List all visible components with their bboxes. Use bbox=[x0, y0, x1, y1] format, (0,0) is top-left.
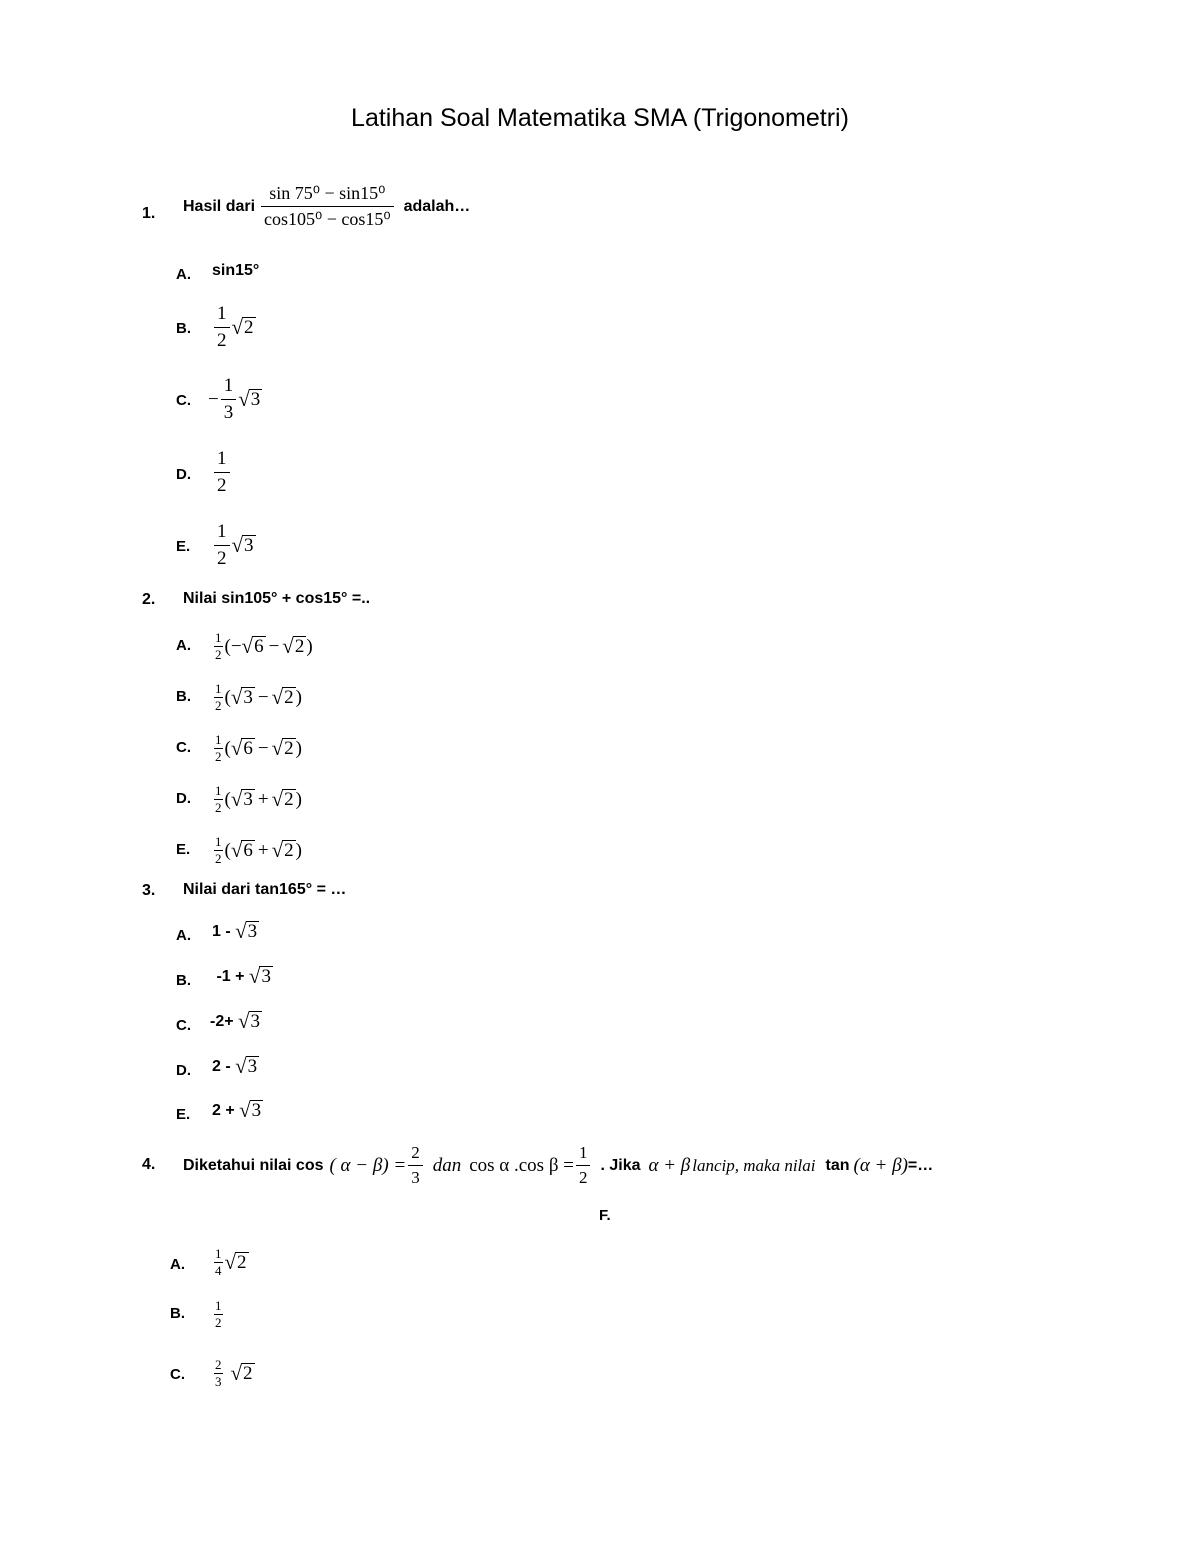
q2-option-d-label: D. bbox=[176, 790, 191, 807]
q1-option-b bbox=[212, 303, 256, 352]
q1-e-sqrt: √ 3 bbox=[231, 533, 254, 557]
q2-text: Nilai sin105° + cos15° =.. bbox=[183, 590, 371, 607]
q4-b-fraction bbox=[214, 1298, 223, 1331]
q3-option-b-label: B. bbox=[176, 972, 191, 989]
q2-option-b-label: B. bbox=[176, 688, 191, 705]
q2-b-r1: 3 bbox=[243, 687, 253, 708]
q2-d-op: + bbox=[257, 788, 269, 810]
q2-option-d bbox=[212, 783, 302, 816]
q2-a-r1: 6 bbox=[254, 636, 264, 657]
q3-c-root: 3 bbox=[250, 1011, 261, 1032]
q2-e-r1: 6 bbox=[243, 840, 253, 861]
q4-c-root: 2 bbox=[243, 1363, 253, 1384]
question-1-text bbox=[183, 183, 470, 230]
q4-b-den: 2 bbox=[215, 1315, 222, 1330]
q3-a-sqrt: √ 3 bbox=[235, 919, 258, 943]
q1-b-root: 2 bbox=[244, 317, 254, 338]
q1-e-root: 3 bbox=[244, 535, 254, 556]
q1-option-e-label: E. bbox=[176, 538, 191, 555]
q3-text: Nilai dari tan165° = … bbox=[183, 881, 347, 898]
q1-c-den: 3 bbox=[221, 399, 237, 424]
q1-denominator: cos105⁰ − cos15⁰ bbox=[261, 206, 394, 230]
q2-c-open: ( bbox=[224, 737, 231, 759]
q2-b-open: ( bbox=[224, 686, 231, 708]
q2-d-r1: 3 bbox=[243, 789, 253, 810]
q3-e-pre: 2 + bbox=[212, 1101, 240, 1119]
q2-e-sqrt1: √ 6 bbox=[230, 838, 253, 862]
q3-c-pre: -2+ bbox=[210, 1012, 239, 1030]
q1-b-fraction bbox=[214, 303, 230, 352]
q3-b-pre: -1 + bbox=[212, 967, 249, 985]
q4-option-c bbox=[212, 1357, 255, 1390]
q1-d-num: 1 bbox=[217, 448, 227, 469]
page-title: Latihan Soal Matematika SMA (Trigonometri) bbox=[351, 104, 849, 132]
q1-b-sqrt: √ 2 bbox=[231, 315, 254, 339]
q3-option-d bbox=[212, 1056, 259, 1077]
q1-e-num: 1 bbox=[217, 521, 227, 542]
q3-option-b bbox=[212, 966, 273, 987]
q1-suffix: adalah… bbox=[403, 197, 471, 215]
q2-d-sqrt1: √ 3 bbox=[230, 787, 253, 811]
question-3-text bbox=[183, 881, 346, 899]
q3-b-root: 3 bbox=[261, 966, 271, 987]
q2-d-half-num: 1 bbox=[215, 783, 222, 798]
q4-a-den: 4 bbox=[215, 1263, 222, 1278]
question-2-text bbox=[183, 590, 370, 608]
q2-a-close: ) bbox=[306, 635, 313, 657]
q2-c-sqrt1: √ 6 bbox=[230, 736, 253, 760]
q2-b-sqrt1: √ 3 bbox=[230, 685, 253, 709]
q4-a-fraction bbox=[214, 1246, 223, 1279]
q2-c-half-den: 2 bbox=[215, 749, 222, 764]
question-4-number: 4. bbox=[142, 1156, 156, 1173]
q3-e-root: 3 bbox=[251, 1100, 262, 1121]
q3-d-root: 3 bbox=[247, 1056, 258, 1077]
q4-part8: tan bbox=[825, 1156, 850, 1174]
q4-part6: α + β bbox=[648, 1154, 691, 1176]
q2-a-sqrt2: √ 2 bbox=[282, 634, 305, 658]
q1-d-fraction bbox=[214, 448, 230, 497]
q2-option-c-label: C. bbox=[176, 739, 191, 756]
q1-option-a-value: sin15° bbox=[212, 262, 260, 279]
q2-option-c bbox=[212, 732, 302, 765]
q2-b-op: − bbox=[257, 686, 269, 708]
q2-b-half-den: 2 bbox=[215, 698, 222, 713]
q2-e-half bbox=[214, 834, 223, 867]
q2-a-half-den: 2 bbox=[215, 647, 222, 662]
q3-b-sqrt: √ 3 bbox=[248, 964, 271, 988]
q2-c-half bbox=[214, 732, 223, 765]
question-3-number: 3. bbox=[142, 882, 156, 899]
q1-e-fraction bbox=[214, 521, 230, 570]
q2-option-e-label: E. bbox=[176, 841, 191, 858]
q4-part4: cos α .cos β = bbox=[469, 1154, 574, 1176]
q1-option-c bbox=[208, 375, 262, 424]
q2-a-half bbox=[214, 630, 223, 663]
q1-option-b-label: B. bbox=[176, 320, 191, 337]
q1-b-den: 2 bbox=[214, 327, 230, 352]
q4-option-a bbox=[212, 1246, 249, 1279]
q4-c-num: 2 bbox=[215, 1357, 222, 1372]
q2-option-a-label: A. bbox=[176, 637, 191, 654]
q3-option-c bbox=[210, 1011, 262, 1032]
q1-option-a-label: A. bbox=[176, 266, 191, 283]
q3-option-c-label: C. bbox=[176, 1017, 191, 1034]
q3-option-a bbox=[212, 921, 259, 942]
q2-e-close: ) bbox=[295, 839, 302, 861]
q4-fraction-1 bbox=[408, 1143, 423, 1188]
question-4-text bbox=[183, 1143, 933, 1188]
q2-d-sqrt2: √ 2 bbox=[271, 787, 294, 811]
q4-b-num: 1 bbox=[215, 1298, 222, 1313]
q1-option-a bbox=[212, 262, 259, 280]
q2-d-half-den: 2 bbox=[215, 800, 222, 815]
q4-c-fraction bbox=[214, 1357, 223, 1390]
q4-part7: lancip, maka nilai bbox=[692, 1155, 816, 1175]
q1-fraction bbox=[261, 183, 394, 230]
q1-c-num: 1 bbox=[223, 375, 234, 396]
q2-e-half-den: 2 bbox=[215, 851, 222, 866]
q2-d-close: ) bbox=[295, 788, 302, 810]
q4-option-b bbox=[212, 1298, 225, 1331]
q1-prefix: Hasil dari bbox=[183, 197, 256, 215]
q3-option-d-label: D. bbox=[176, 1062, 191, 1079]
q4-c-sqrt: √ 2 bbox=[230, 1361, 253, 1385]
q4-part1: Diketahui nilai cos bbox=[183, 1156, 324, 1174]
q4-part9: (α + β) bbox=[853, 1154, 908, 1176]
q2-e-half-num: 1 bbox=[215, 834, 222, 849]
q3-c-sqrt: √ 3 bbox=[238, 1009, 261, 1033]
q3-option-e-label: E. bbox=[176, 1106, 191, 1123]
q3-a-root: 3 bbox=[247, 921, 258, 942]
q1-c-sign: − bbox=[208, 388, 219, 410]
q4-extra-label: F. bbox=[599, 1207, 611, 1224]
q2-b-close: ) bbox=[295, 686, 302, 708]
q1-c-root: 3 bbox=[250, 389, 261, 410]
q1-option-d-label: D. bbox=[176, 466, 191, 483]
q3-option-e bbox=[212, 1100, 263, 1121]
q3-option-a-label: A. bbox=[176, 927, 191, 944]
q2-option-a bbox=[212, 630, 313, 663]
q2-a-r2: 2 bbox=[294, 636, 305, 657]
q1-b-num: 1 bbox=[217, 303, 227, 324]
q2-e-open: ( bbox=[224, 839, 231, 861]
q2-a-half-num: 1 bbox=[215, 630, 222, 645]
q2-b-sqrt2: √ 2 bbox=[271, 685, 294, 709]
q1-option-d bbox=[212, 448, 232, 497]
q1-c-sqrt: √ 3 bbox=[238, 387, 261, 411]
q4-part5: . Jika bbox=[600, 1156, 641, 1174]
q1-c-fraction bbox=[221, 375, 237, 424]
question-1-number: 1. bbox=[142, 205, 156, 222]
q4-f2-num: 1 bbox=[578, 1143, 588, 1162]
q2-c-sqrt2: √ 2 bbox=[271, 736, 294, 760]
q4-a-sqrt: √ 2 bbox=[224, 1250, 247, 1274]
q2-e-sqrt2: √ 2 bbox=[271, 838, 294, 862]
q3-a-pre: 1 - bbox=[212, 922, 236, 940]
q4-c-den: 3 bbox=[215, 1374, 222, 1389]
q3-e-sqrt: √ 3 bbox=[239, 1098, 262, 1122]
q1-e-den: 2 bbox=[214, 545, 230, 570]
q2-c-r2: 2 bbox=[284, 738, 294, 759]
q2-a-op: − bbox=[268, 635, 280, 657]
q4-option-b-label: B. bbox=[170, 1305, 185, 1322]
q2-e-op: + bbox=[257, 839, 269, 861]
q4-a-root: 2 bbox=[237, 1252, 247, 1273]
q4-part2: ( α − β) = bbox=[329, 1154, 407, 1176]
q2-c-half-num: 1 bbox=[215, 732, 222, 747]
q4-part10: =… bbox=[907, 1156, 934, 1174]
q2-c-r1: 6 bbox=[243, 738, 253, 759]
q4-option-a-label: A. bbox=[170, 1256, 185, 1273]
q1-numerator: sin 75⁰ − sin15⁰ bbox=[269, 183, 386, 203]
q4-fraction-2 bbox=[576, 1143, 591, 1188]
q1-option-e bbox=[212, 521, 256, 570]
q1-option-c-label: C. bbox=[176, 392, 191, 409]
q4-f1-num: 2 bbox=[411, 1143, 420, 1162]
q2-e-r2: 2 bbox=[284, 840, 294, 861]
q1-d-den: 2 bbox=[214, 472, 230, 497]
q2-d-open: ( bbox=[224, 788, 231, 810]
q2-option-e bbox=[212, 834, 302, 867]
q2-a-sqrt1: √ 6 bbox=[241, 634, 264, 658]
q2-b-half bbox=[214, 681, 223, 714]
q2-a-open: (− bbox=[224, 635, 242, 657]
q3-d-sqrt: √ 3 bbox=[235, 1054, 258, 1078]
q2-d-r2: 2 bbox=[284, 789, 294, 810]
q2-b-half-num: 1 bbox=[215, 681, 222, 696]
q2-d-half bbox=[214, 783, 223, 816]
q4-f2-den: 2 bbox=[576, 1165, 591, 1188]
q4-f1-den: 3 bbox=[408, 1165, 423, 1188]
q2-c-close: ) bbox=[295, 737, 302, 759]
q3-d-pre: 2 - bbox=[212, 1057, 236, 1075]
q4-part3: dan bbox=[432, 1154, 462, 1176]
q4-option-c-label: C. bbox=[170, 1366, 185, 1383]
q2-option-b bbox=[212, 681, 302, 714]
q2-b-r2: 2 bbox=[284, 687, 294, 708]
question-2-number: 2. bbox=[142, 591, 156, 608]
q4-a-num: 1 bbox=[215, 1246, 222, 1261]
q2-c-op: − bbox=[257, 737, 269, 759]
